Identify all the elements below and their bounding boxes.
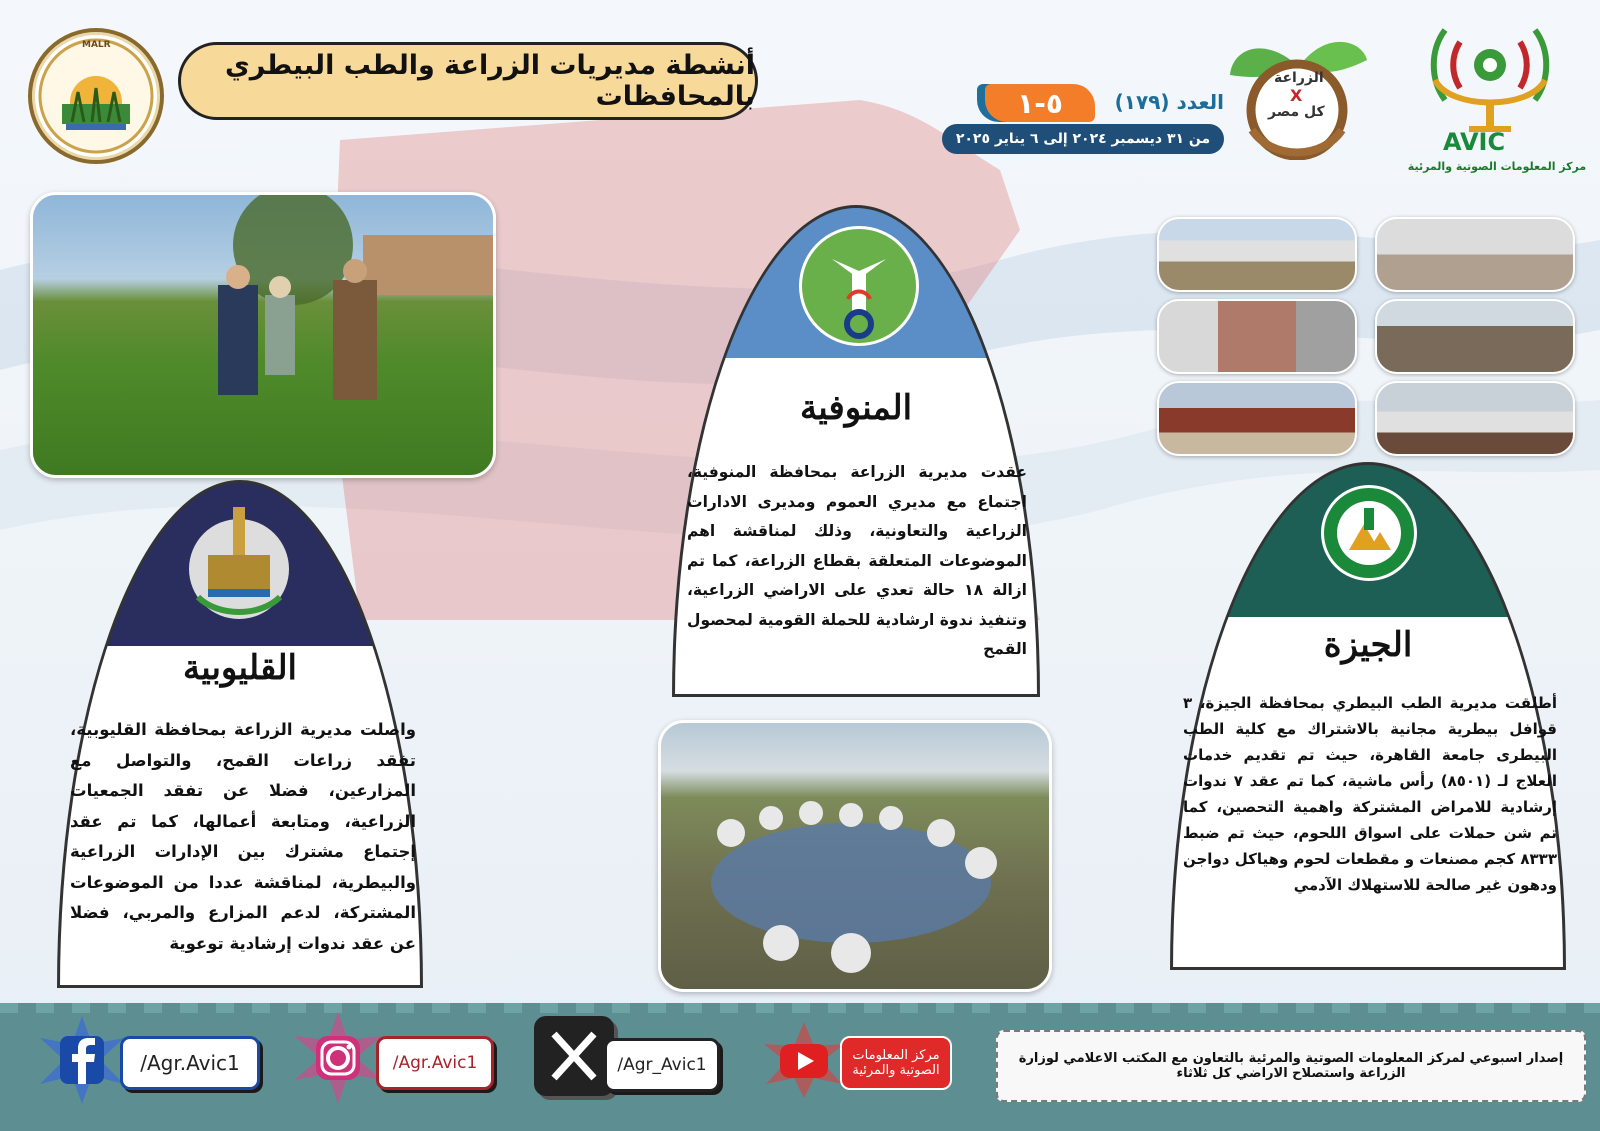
youtube-channel-label[interactable] — [840, 1036, 952, 1090]
slogan-top: الزراعة — [1274, 70, 1324, 86]
giza-photo-4 — [1375, 299, 1575, 374]
youtube-label-line1: مركز المعلومات — [852, 1048, 940, 1063]
giza-photo-1 — [1157, 217, 1357, 292]
x-icon[interactable] — [534, 1016, 614, 1096]
footer-stripe — [0, 1003, 1600, 1013]
meeting-photo — [658, 720, 1052, 992]
qalyubia-body: واصلت مديرية الزراعة بمحافظة القليوبية، تفقد زراعات القمح، والتواصل مع المزارعين، فضلا عن تفقد الجمعيات الزراعية، ومتابعة أعمالها، كما تم عقد إجتماع مشترك بين الإدارات الزراعية والبيطرية، لمناقشة عددا من الموضوعات المشتركة، لدعم المزارع والمربي، فضلا عن عقد ندوات إرشادية توعوية — [70, 720, 416, 953]
slogan-x: X — [1290, 86, 1303, 105]
giza-photo-3 — [1157, 299, 1357, 374]
youtube-label-line2: الصوتية والمرئية — [852, 1063, 940, 1078]
avic-text: AVIC — [1443, 128, 1506, 156]
giza-photo-6 — [1375, 381, 1575, 456]
instagram-icon[interactable] — [290, 1010, 386, 1106]
section-tag — [985, 84, 1095, 122]
menoufia-title: المنوفية — [799, 388, 913, 428]
ministry-logo — [28, 28, 164, 164]
issue-number: العدد (١٧٩) — [1114, 90, 1224, 114]
section-tag-label: ٥-١ — [1017, 86, 1063, 120]
footer-note: إصدار اسبوعي لمركز المعلومات الصوتية والمرئية بالتعاون مع المكتب الاعلامي لوزارة الزراعة واستصلاح الاراضي كل ثلاثاء — [996, 1030, 1586, 1102]
ministry-emblem-icon — [32, 32, 160, 160]
page-title-banner — [178, 42, 758, 120]
giza-photo-2 — [1375, 217, 1575, 292]
field-inspection-image — [33, 195, 496, 478]
ministry-logo-text: MALR — [82, 40, 111, 50]
qalyubia-title: القليوبية — [182, 648, 298, 688]
outdoor-seminar-image — [661, 723, 1052, 992]
instagram-link[interactable]: /Agr.Avic1 — [376, 1036, 494, 1090]
slogan-bottom: كل مصر — [1268, 104, 1325, 120]
date-range: من ٣١ ديسمبر ٢٠٢٤ إلى ٦ يناير ٢٠٢٥ — [942, 124, 1224, 154]
youtube-icon[interactable] — [762, 1020, 846, 1100]
avic-caption: مركز المعلومات الصوتية والمرئية — [1407, 160, 1587, 173]
giza-title: الجيزة — [1323, 625, 1413, 665]
menoufia-body: عقدت مديرية الزراعة بمحافظة المنوفية، اجتماع مع مديري العموم ومديرى الادارات الزراعية والتعاونية، وذلك لمناقشة اهم الموضوعات المتعلقة بقطاع الزراعة، كما تم ازالة ١٨ حالة تعدي على الاراضي الزراعية، وتنفيذ ندوة ارشادية للحملة القومية لمحصول القمح — [687, 463, 1027, 658]
page-title: أنشطة مديريات الزراعة والطب البيطري بالمحافظات — [225, 50, 755, 112]
giza-body: أطلقت مديرية الطب البيطري بمحافظة الجيزة، ٣ قوافل بيطرية مجانية بالاشتراك مع كلية الطب البيطرى جامعة القاهرة، حيث تم تقديم خدمات العلاج لـ (٨٥٠١) رأس ماشية، كما تم عقد ٧ ندوات إرشادية للامراض المشتركة واهمية التحصين، كما تم شن حملات على اسواق اللحوم، حيث تم ضبط ٨٣٣٣ كجم مصنعات و مقطعات لحوم وهياكل دواجن ودهون غير صالحة للاستهلاك الآدمي — [1183, 694, 1558, 894]
wheat-field-photo — [30, 192, 496, 478]
avic-logo — [1405, 10, 1575, 185]
qalyubia-emblem-icon — [178, 497, 300, 625]
menoufia-emblem-icon — [799, 226, 919, 346]
facebook-link[interactable]: /Agr.Avic1 — [120, 1036, 260, 1090]
facebook-icon[interactable] — [36, 1014, 128, 1106]
giza-emblem-icon — [1321, 485, 1417, 581]
giza-photo-5 — [1157, 381, 1357, 456]
slogan-logo — [1222, 30, 1372, 160]
x-link[interactable]: /Agr_Avic1 — [604, 1038, 720, 1092]
